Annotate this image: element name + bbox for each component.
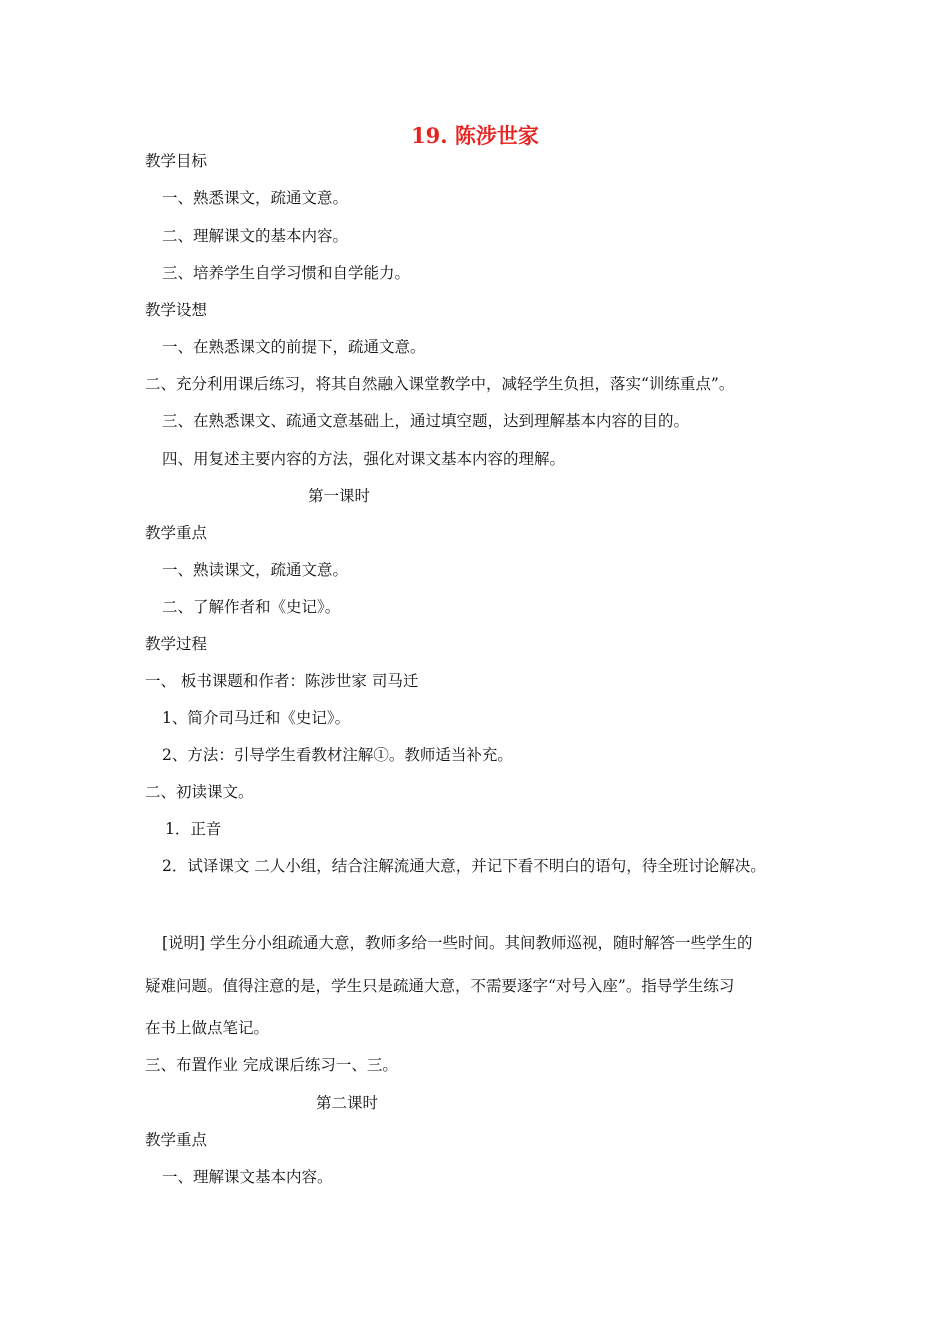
line-note-2: 疑难问题。值得注意的是，学生只是疏通大意，不需要逐字“对号入座”。指导学生练习: [145, 977, 735, 995]
line-idea-1: 一、在熟悉课文的前提下，疏通文意。: [162, 338, 426, 356]
line-h-focus-2: 教学重点: [145, 1131, 208, 1149]
line-proc-2-1: 1．正音: [165, 820, 222, 838]
line-proc-2-2: 2．试译课文 二人小组，结合注解流通大意，并记下看不明白的语句，待全班讨论解决。: [162, 857, 766, 875]
line-proc-3: 三、布置作业 完成课后练习一、三。: [145, 1056, 398, 1074]
line-focus1-1: 一、熟读课文，疏通文意。: [162, 561, 349, 579]
line-proc-1-1: 1、简介司马迁和《史记》。: [162, 709, 351, 727]
line-focus2-1: 一、理解课文基本内容。: [162, 1168, 333, 1186]
line-h-process: 教学过程: [145, 635, 208, 653]
line-focus1-2: 二、了解作者和《史记》。: [162, 598, 341, 616]
line-lesson-2: 第二课时: [316, 1094, 379, 1112]
line-note-3: 在书上做点笔记。: [145, 1019, 270, 1037]
line-idea-4: 四、用复述主要内容的方法，强化对课文基本内容的理解。: [162, 450, 566, 468]
line-goal-1: 一、熟悉课文，疏通文意。: [162, 189, 349, 207]
line-goal-3: 三、培养学生自学习惯和自学能力。: [162, 264, 411, 282]
line-lesson-1: 第一课时: [308, 487, 371, 505]
line-goal-2: 二、理解课文的基本内容。: [162, 227, 349, 245]
line-proc-1-2: 2、方法：引导学生看教材注解①。教师适当补充。: [162, 746, 513, 764]
document-title: 19. 陈涉世家: [411, 123, 539, 148]
line-h-goals: 教学目标: [145, 152, 208, 170]
line-h-ideas: 教学设想: [145, 301, 208, 319]
line-note-1: [说明] 学生分小组疏通大意，教师多给一些时间。其间教师巡视，随时解答一些学生的: [162, 934, 753, 952]
line-idea-3: 三、在熟悉课文、疏通文意基础上，通过填空题，达到理解基本内容的目的。: [162, 412, 690, 430]
line-proc-2: 二、初读课文。: [145, 783, 254, 801]
line-idea-2: 二、充分利用课后练习，将其自然融入课堂教学中，减轻学生负担，落实“训练重点”。: [145, 375, 735, 393]
line-h-focus-1: 教学重点: [145, 524, 208, 542]
line-proc-1: 一、 板书课题和作者：陈涉世家 司马迁: [145, 672, 419, 690]
